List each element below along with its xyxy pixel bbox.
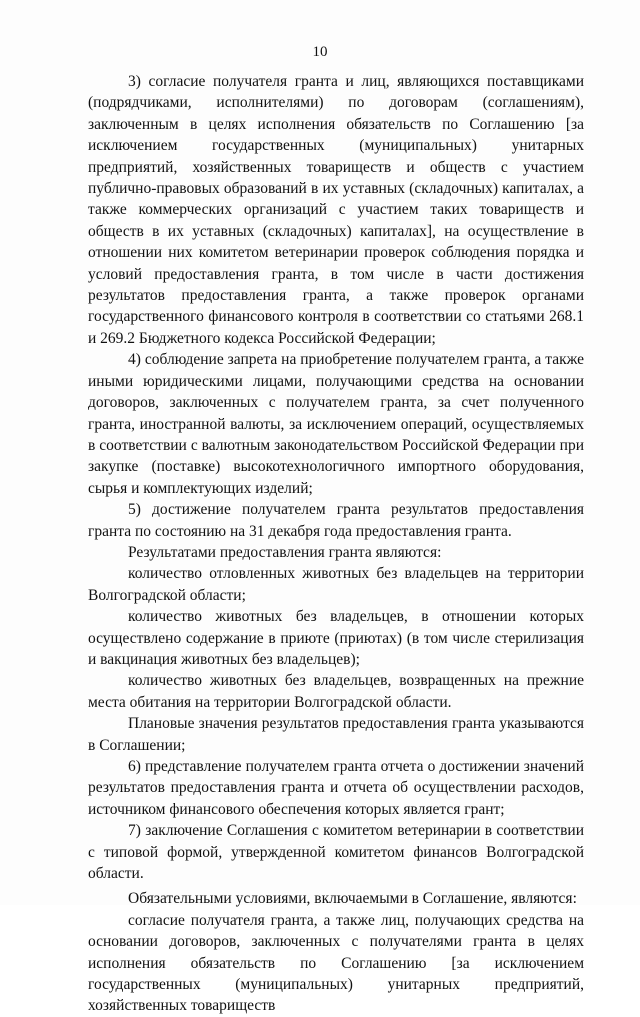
paragraph-item-4: 4) соблюдение запрета на приобретение получателем гранта, а также иными юридическими лицами, получающими средства на основании договоров, заключенных с получателем гранта, за счет полученного гранта, иностранной валюты, за исключением операций, осуществляемых в соответствии с валютным законодательством Российской Федерации при закупке (поставке) высокотехнологичного импортного оборудования, сырья и комплектующих изделий; [88,351,584,497]
paragraph-item-7: 7) заключение Соглашения с комитетом ветеринарии в соответствии с типовой формой, утвержденной комитетом финансов Волгоградской области. [88,822,584,883]
result-shelter-keeping: количество животных без владельцев, в отношении которых осуществлено содержание в приюте (приютах) (в том числе стерилизация и вакцинация животных без владельцев); [88,608,584,668]
paragraph-item-3: 3) согласие получателя гранта и лиц, являющихся поставщиками (подрядчиками, исполнителями) по договорам (соглашениям), заключенным в целях исполнения обязательств по Соглашению [за исключением государственных (муниципальных) унитарных предприятий, хозяйственных товариществ и обществ с участием публично-правовых образований в их уставных (складочных) капиталах, а также коммерческих организаций с участием таких товариществ и обществ в их уставных (складочных) капиталах], на осуществление в отношении них комитетом ветеринарии проверок соблюдения порядка и условий предоставления гранта, в том числе в части достижения результатов предоставления гранта, а также проверок органами государственного финансового контроля в соответствии со статьями 268.1 и 269.2 Бюджетного кодекса Российской Федерации; [88,73,584,347]
paragraph-item-6: 6) представление получателем гранта отчета о достижении значений результатов предоставления гранта и отчета об осуществлении расходов, источником финансового обеспечения которых является грант; [88,758,584,818]
planned-values-note: Плановые значения результатов предоставления гранта указываются в Соглашении; [88,715,584,754]
results-heading: Результатами предоставления гранта являются: [128,543,442,561]
paragraph-item-5: 5) достижение получателем гранта результатов предоставления гранта по состоянию на 31 декабря года предоставления гранта. [88,501,584,540]
page-number: 10 [312,44,328,60]
condition-consent: согласие получателя гранта, а также лиц, получающих средства на основании договоров, заключенных с получателями гранта в целях исполнения обязательств по Соглашению [за исключением государственных (муниципальных) унитарных предприятий, хозяйственных товариществ [88,911,584,1015]
document-body [88,71,584,1017]
mandatory-conditions-heading: Обязательными условиями, включаемыми в Соглашение, являются: [128,890,577,908]
result-returned-animals: количество животных без владельцев, возвращенных на прежние места обитания на территории Волгоградской области. [88,672,584,711]
result-captured-animals: количество отловленных животных без владельцев на территории Волгоградской области; [88,565,584,604]
